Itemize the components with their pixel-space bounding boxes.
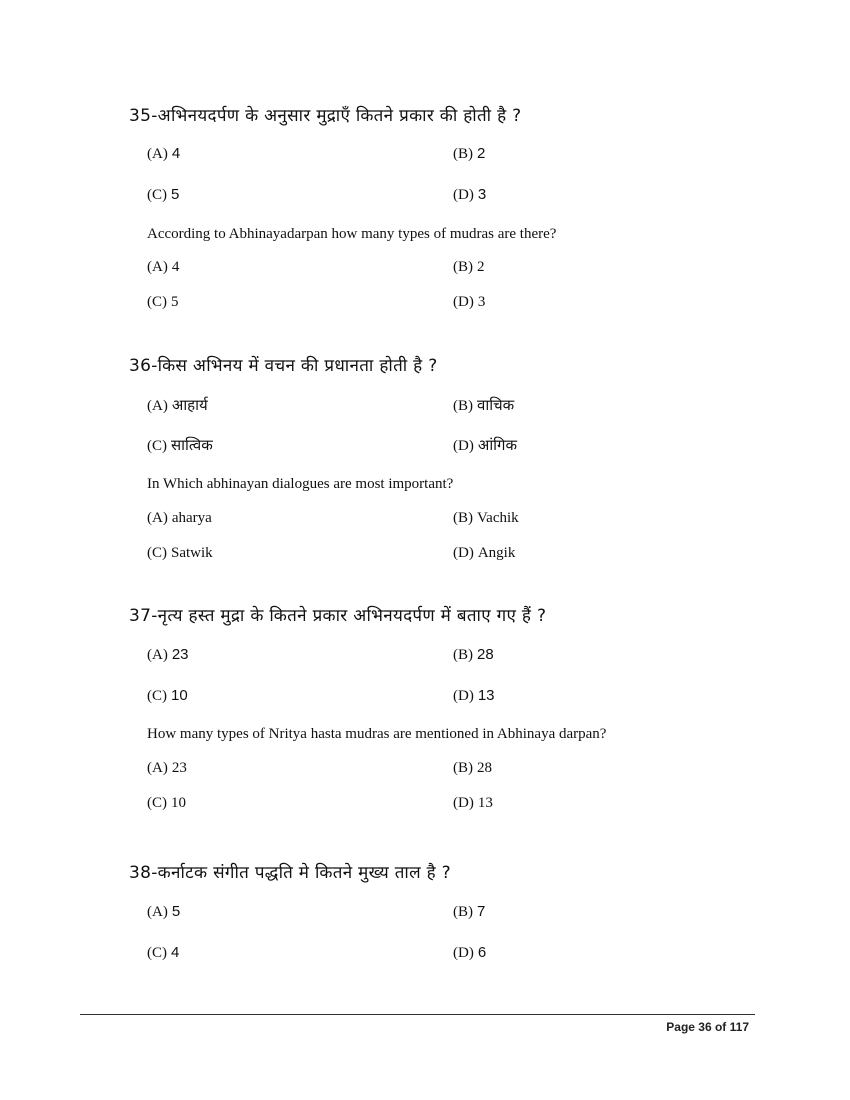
q37-english-option-c [147, 795, 186, 812]
option-label: (D) [453, 545, 474, 561]
q35-hindi-option-c [147, 186, 179, 204]
option-value: aharya [171, 510, 212, 526]
option-value: 28 [477, 760, 492, 776]
option-label: (B) [453, 146, 473, 162]
option-label: (A) [147, 647, 168, 663]
option-label: (B) [453, 904, 473, 920]
option-value: Angik [477, 545, 516, 561]
q37-hindi-option-c [147, 687, 188, 705]
q37-hindi-option-b [453, 646, 494, 664]
q35-english-option-a [147, 259, 179, 276]
q37-english-option-d [453, 795, 493, 812]
option-label: (D) [453, 945, 474, 961]
option-value: 2 [477, 145, 486, 162]
option-label: (A) [147, 904, 168, 920]
q35-english-option-c [147, 294, 179, 311]
option-label: (C) [147, 545, 167, 561]
option-label: (B) [453, 398, 473, 414]
option-label: (A) [147, 259, 168, 275]
option-label: (D) [453, 438, 474, 454]
q37-english-option-a [147, 760, 187, 777]
q35-english-option-b [453, 259, 485, 276]
option-value: 4 [171, 944, 180, 961]
option-label: (C) [147, 294, 167, 310]
option-value: 5 [171, 294, 179, 310]
option-label: (C) [147, 688, 167, 704]
option-label: (C) [147, 187, 167, 203]
q35-hindi-option-b [453, 145, 485, 163]
q37-english-option-b [453, 760, 492, 777]
q35-english-option-d [453, 294, 485, 311]
footer-divider [80, 1014, 755, 1015]
option-value: 4 [171, 145, 181, 162]
option-value: 13 [477, 687, 495, 704]
option-label: (B) [453, 760, 473, 776]
q36-english-option-c [147, 545, 213, 562]
question-35-hindi: 35-अभिनयदर्पण के अनुसार मुद्राएँ कितने प्रकार की होती है ? [129, 106, 522, 126]
q37-hindi-option-d [453, 687, 495, 705]
option-value: 4 [171, 259, 180, 275]
option-value: 5 [171, 186, 180, 203]
option-value: 2 [477, 259, 485, 275]
page-number: Page 36 of 117 [666, 1020, 749, 1034]
option-label: (D) [453, 294, 474, 310]
q37-hindi-option-a [147, 646, 189, 664]
option-value: Satwik [171, 545, 213, 561]
q38-hindi-option-c [147, 944, 179, 962]
option-value: आहार्य [171, 396, 208, 414]
option-value: आंगिक [477, 436, 518, 454]
question-37-english: How many types of Nritya hasta mudras are mentioned in Abhinaya darpan? [147, 726, 607, 742]
q36-hindi-option-d [453, 435, 517, 455]
q36-english-option-d [453, 545, 515, 562]
option-value: 6 [477, 944, 487, 961]
option-label: (D) [453, 795, 474, 811]
question-37-hindi: 37-नृत्य हस्त मुद्रा के कितने प्रकार अभिनयदर्पण में बताए गए हैं ? [129, 606, 547, 626]
option-label: (A) [147, 398, 168, 414]
question-38-hindi: 38-कर्नाटक संगीत पद्धति मे कितने मुख्य ताल है ? [129, 863, 451, 883]
q36-hindi-option-a [147, 395, 208, 415]
option-label: (B) [453, 647, 473, 663]
option-label: (A) [147, 760, 168, 776]
option-label: (C) [147, 945, 167, 961]
question-36-hindi: 36-किस अभिनय में वचन की प्रधानता होती है ? [129, 356, 438, 376]
option-value: 3 [477, 294, 486, 310]
option-label: (A) [147, 146, 168, 162]
option-value: 10 [171, 795, 186, 811]
option-label: (D) [453, 187, 474, 203]
q38-hindi-option-a [147, 903, 180, 921]
q36-hindi-option-c [147, 435, 213, 455]
option-value: Vachik [477, 510, 519, 526]
question-36-english: In Which abhinayan dialogues are most important? [147, 476, 454, 492]
option-value: 7 [477, 903, 486, 920]
option-value: वाचिक [477, 396, 515, 414]
q35-hindi-option-a [147, 145, 180, 163]
option-label: (A) [147, 510, 168, 526]
q38-hindi-option-b [453, 903, 485, 921]
option-label: (B) [453, 259, 473, 275]
option-value: सात्विक [171, 436, 213, 454]
option-value: 5 [171, 903, 181, 920]
option-value: 13 [477, 795, 493, 811]
option-value: 10 [171, 687, 188, 704]
option-label: (D) [453, 688, 474, 704]
option-value: 23 [171, 646, 189, 663]
option-label: (B) [453, 510, 473, 526]
question-35-english: According to Abhinayadarpan how many types of mudras are there? [147, 226, 557, 242]
q36-english-option-b [453, 510, 519, 527]
option-value: 3 [477, 186, 487, 203]
q38-hindi-option-d [453, 944, 486, 962]
q36-english-option-a [147, 510, 212, 527]
option-label: (C) [147, 438, 167, 454]
option-label: (C) [147, 795, 167, 811]
option-value: 28 [477, 646, 494, 663]
option-value: 23 [171, 760, 187, 776]
q36-hindi-option-b [453, 395, 514, 415]
q35-hindi-option-d [453, 186, 486, 204]
